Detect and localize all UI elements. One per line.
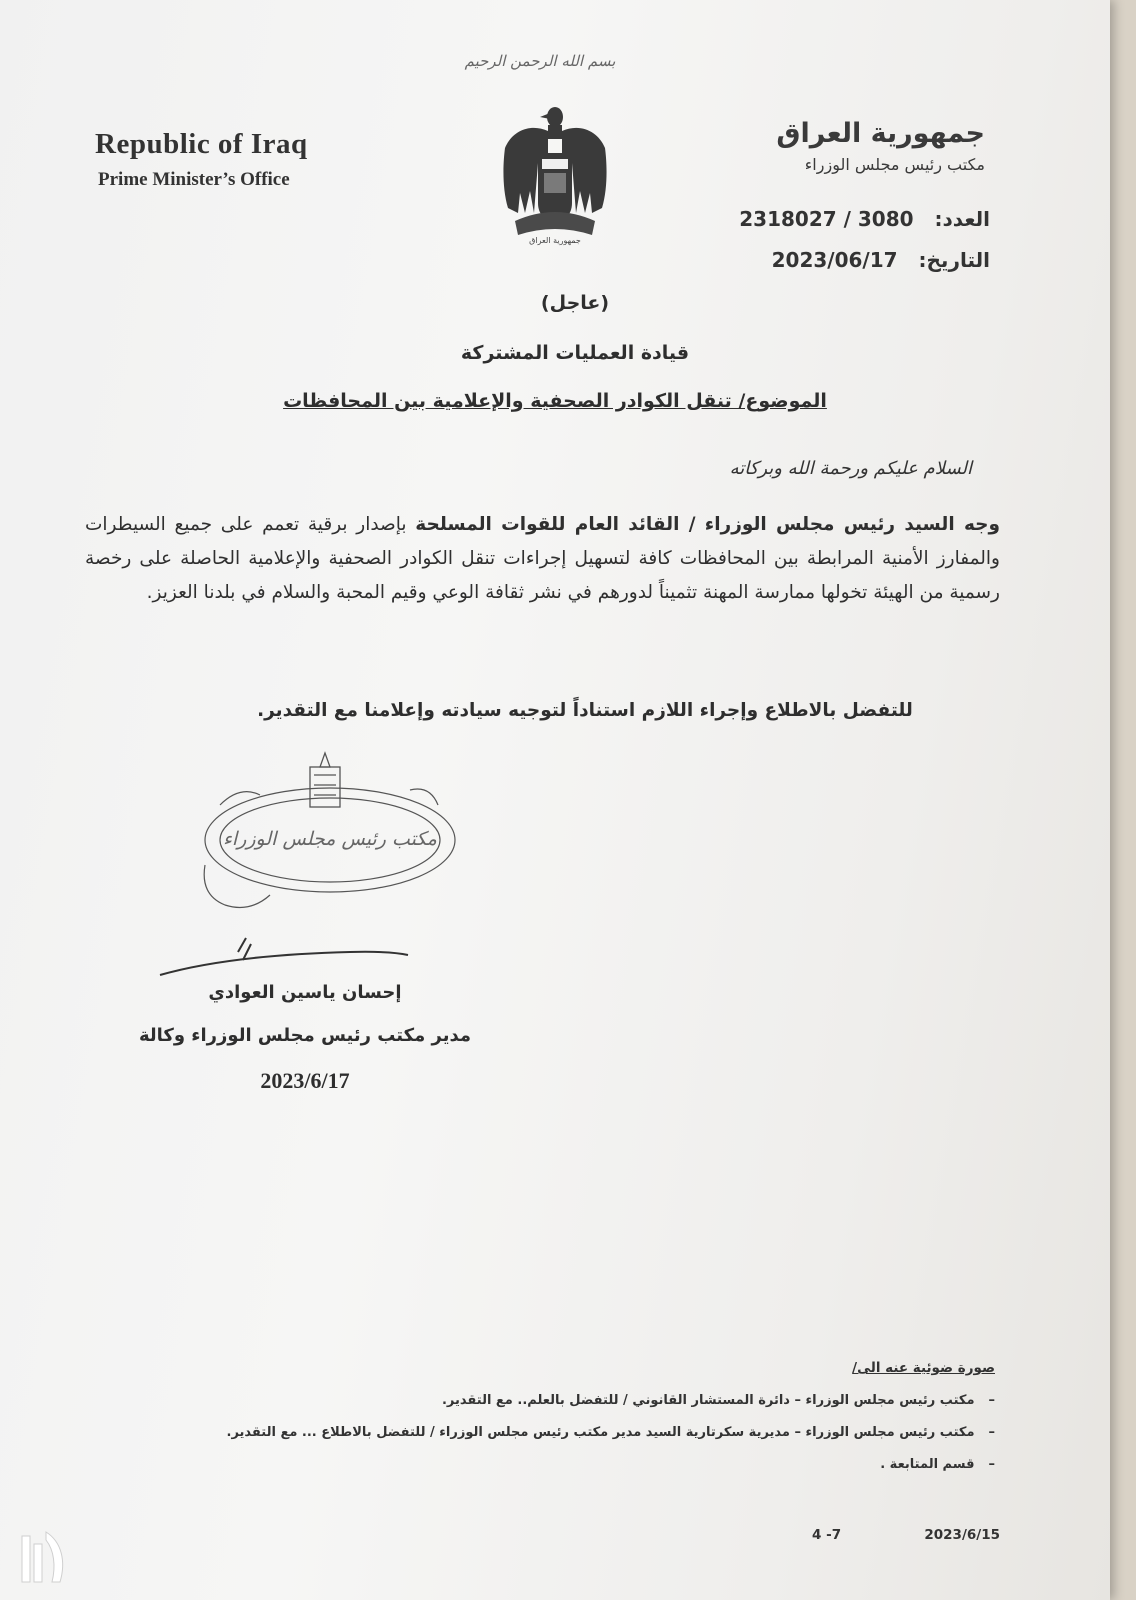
letter-body [85,508,1000,610]
official-stamp [180,745,460,945]
cc-item: –مكتب رئيس مجلس الوزراء – مديرية سكرتارية السيد مدير مكتب رئيس مجلس الوزراء / للتفضل بالاطلاع ... مع التقدير. [226,1425,995,1440]
signature-date: 2023/6/17 [260,1068,350,1093]
reference-number [739,207,990,231]
english-office-name: Prime Minister’s Office [98,169,290,190]
arabic-letterhead [776,118,985,174]
arabic-country-name: جمهورية العراق [776,118,985,149]
carbon-copy-section [175,1360,995,1489]
footer-page-number: 4 -7 [812,1527,842,1543]
footer-date: 2023/6/15 [924,1527,1000,1543]
signatory-name: إحسان ياسين العوادي [208,982,402,1003]
reference-date-value: 2023/06/17 [771,248,898,272]
basmala: بسم الله الرحمن الرحيم [464,52,616,70]
closing-line: للتفضل بالاطلاع وإجراء اللازم استناداً لتوجيه سيادته وإعلامنا مع التقدير. [257,700,913,721]
subject-line [0,390,1110,412]
cc-item: –قسم المتابعة . [880,1457,995,1472]
reference-number-label: العدد: [934,207,990,231]
urgency-marker: (عاجل) [540,292,610,314]
english-country-name: Republic of Iraq [95,128,308,160]
news-agency-logo-icon [8,1528,74,1592]
reference-number-value: 2318027 / 3080 [739,207,914,231]
stamp-text: مكتب رئيس مجلس الوزراء [222,828,438,850]
reference-date [772,248,990,272]
body-directive: وجه السيد رئيس مجلس الوزراء / القائد العام للقوات المسلحة [415,514,1000,535]
subject-text: الموضوع/ تنقل الكوادر الصحفية والإعلامية بين المحافظات [283,390,827,412]
iraq-eagle-emblem-icon [500,103,610,248]
emblem-caption: جمهورية العراق [529,236,581,245]
english-letterhead [95,128,308,191]
body-content: بإصدار برقية تعمم على جميع السيطرات والمفارز الأمنية المرابطة بين المحافظات كافة لتسهيل إجراءات تنقل الكوادر الصحفية والإعلامية الحاصلة على رخصة رسمية من الهيئة تخولها ممارسة المهنة تثميناً لدورهم في نشر ثقافة الوعي وقيم المحبة والسلام في بلدنا العزيز. [85,514,1000,603]
arabic-office-name: مكتب رئيس مجلس الوزراء [804,155,985,174]
cc-item: –مكتب رئيس مجلس الوزراء – دائرة المستشار القانوني / للتفضل بالعلم.. مع التقدير. [441,1393,995,1408]
greeting: السلام عليكم ورحمة الله وبركاته [729,458,972,479]
handwritten-signature [150,930,430,990]
signatory-title: مدير مكتب رئيس مجلس الوزراء وكالة [138,1025,472,1046]
reference-date-label: التاريخ: [918,248,990,272]
cc-title: صورة ضوئية عنه الى/ [852,1360,995,1376]
recipient: قيادة العمليات المشتركة [460,342,690,364]
